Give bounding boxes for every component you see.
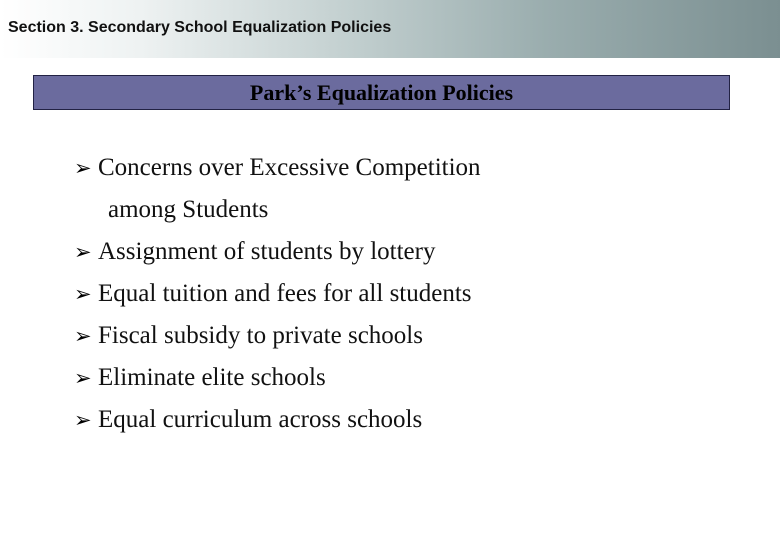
bullet-list [74,147,481,441]
arrow-bullet-icon: ➢ [74,156,92,180]
bullet-text: Equal curriculum across schools [98,406,423,433]
bullet-text: Eliminate elite schools [98,364,326,391]
bullet-item [74,315,481,357]
slide-title: Park’s Equalization Policies [249,79,514,105]
bullet-text: Fiscal subsidy to private schools [98,322,423,349]
bullet-item [74,399,481,441]
arrow-bullet-icon: ➢ [74,282,92,306]
bullet-text: Assignment of students by lottery [98,238,436,265]
bullet-text: Concerns over Excessive Competition [98,154,481,181]
bullet-text: Equal tuition and fees for all students [98,280,472,307]
bullet-item [74,273,481,315]
arrow-bullet-icon: ➢ [74,324,92,348]
bullet-continuation: among Students [108,196,269,223]
bullet-item [74,147,481,189]
arrow-bullet-icon: ➢ [74,408,92,432]
header-bar [0,0,780,58]
bullet-item [74,231,481,273]
slide-title-box [33,75,730,110]
arrow-bullet-icon: ➢ [74,366,92,390]
arrow-bullet-icon: ➢ [74,240,92,264]
bullet-item [74,357,481,399]
section-title: Section 3. Secondary School Equalization Policies [8,19,392,36]
